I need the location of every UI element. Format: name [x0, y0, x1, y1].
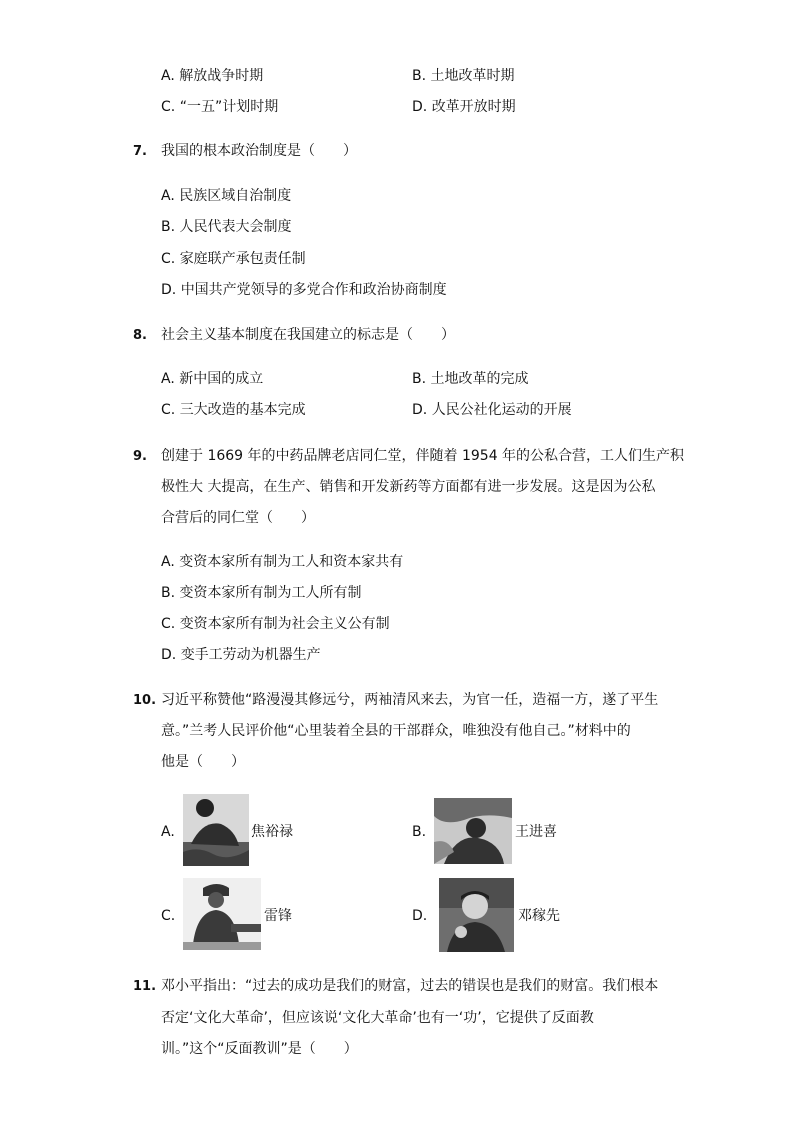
option-b-letter: B.	[412, 824, 427, 840]
question-text-line: 极性大 大提高，在生产、销售和开发新药等方面都有进一步发展。这是因为公私	[161, 479, 656, 495]
question-text-line: 合营后的同仁堂（ ）	[161, 510, 315, 526]
question-number: 8.	[133, 328, 147, 343]
option-a-text: 焦裕禄	[251, 824, 293, 840]
option-d: D. 人民公社化运动的开展	[412, 402, 572, 418]
option-c-letter: C.	[161, 908, 176, 924]
question-number: 7.	[133, 144, 147, 159]
question-text-line: 意。”兰考人民评价他“心里装着全县的干部群众，唯独没有他自己。”材料中的	[161, 723, 631, 739]
option-a: A. 民族区域自治制度	[161, 188, 292, 204]
option-d: D. 变手工劳动为机器生产	[161, 647, 321, 663]
question-number: 9.	[133, 449, 147, 464]
question-text-line: 习近平称赞他“路漫漫其修远兮，两袖清风来去，为官一任，造福一方，遂了平生	[161, 692, 659, 708]
question-number: 10.	[133, 693, 157, 708]
option-b-text: 王进喜	[515, 824, 557, 840]
option-a: A. 变资本家所有制为工人和资本家共有	[161, 554, 404, 570]
option-b: B. 土地改革的完成	[412, 371, 529, 387]
photo-wang-jinxi	[434, 798, 512, 864]
option-a: A. 解放战争时期	[161, 68, 264, 84]
option-d-letter: D.	[412, 908, 428, 924]
option-b: B. 变资本家所有制为工人所有制	[161, 585, 362, 601]
option-d: D. 中国共产党领导的多党合作和政治协商制度	[161, 282, 447, 298]
option-a: A. 新中国的成立	[161, 371, 264, 387]
question-text: 我国的根本政治制度是（ ）	[161, 143, 357, 159]
option-c: C. 变资本家所有制为社会主义公有制	[161, 616, 390, 632]
option-c: C. “一五”计划时期	[161, 99, 279, 115]
option-a-letter: A.	[161, 824, 175, 840]
question-number: 11.	[133, 979, 157, 994]
question-text-line: 创建于 1669 年的中药品牌老店同仁堂，伴随着 1954 年的公私合营，工人们生产积	[161, 448, 685, 464]
question-text: 社会主义基本制度在我国建立的标志是（ ）	[161, 327, 455, 343]
option-c-text: 雷锋	[264, 908, 292, 924]
option-d-text: 邓稼先	[518, 908, 560, 924]
photo-jiao-yulu	[183, 794, 249, 866]
question-text-line: 否定‘文化大革命’，但应该说‘文化大革命’也有一‘功’，它提供了反面教	[161, 1010, 594, 1026]
photo-deng-jiaxian	[439, 878, 514, 952]
photo-lei-feng	[183, 878, 261, 950]
question-text-line: 邓小平指出：“过去的成功是我们的财富，过去的错误也是我们的财富。我们根本	[161, 978, 659, 994]
option-b: B. 人民代表大会制度	[161, 219, 292, 235]
question-text-line: 训。”这个“反面教训”是（ ）	[161, 1041, 358, 1057]
option-d: D. 改革开放时期	[412, 99, 516, 115]
option-b: B. 土地改革时期	[412, 68, 515, 84]
question-text-line: 他是（ ）	[161, 754, 245, 770]
option-c: C. 三大改造的基本完成	[161, 402, 306, 418]
option-c: C. 家庭联产承包责任制	[161, 251, 306, 267]
